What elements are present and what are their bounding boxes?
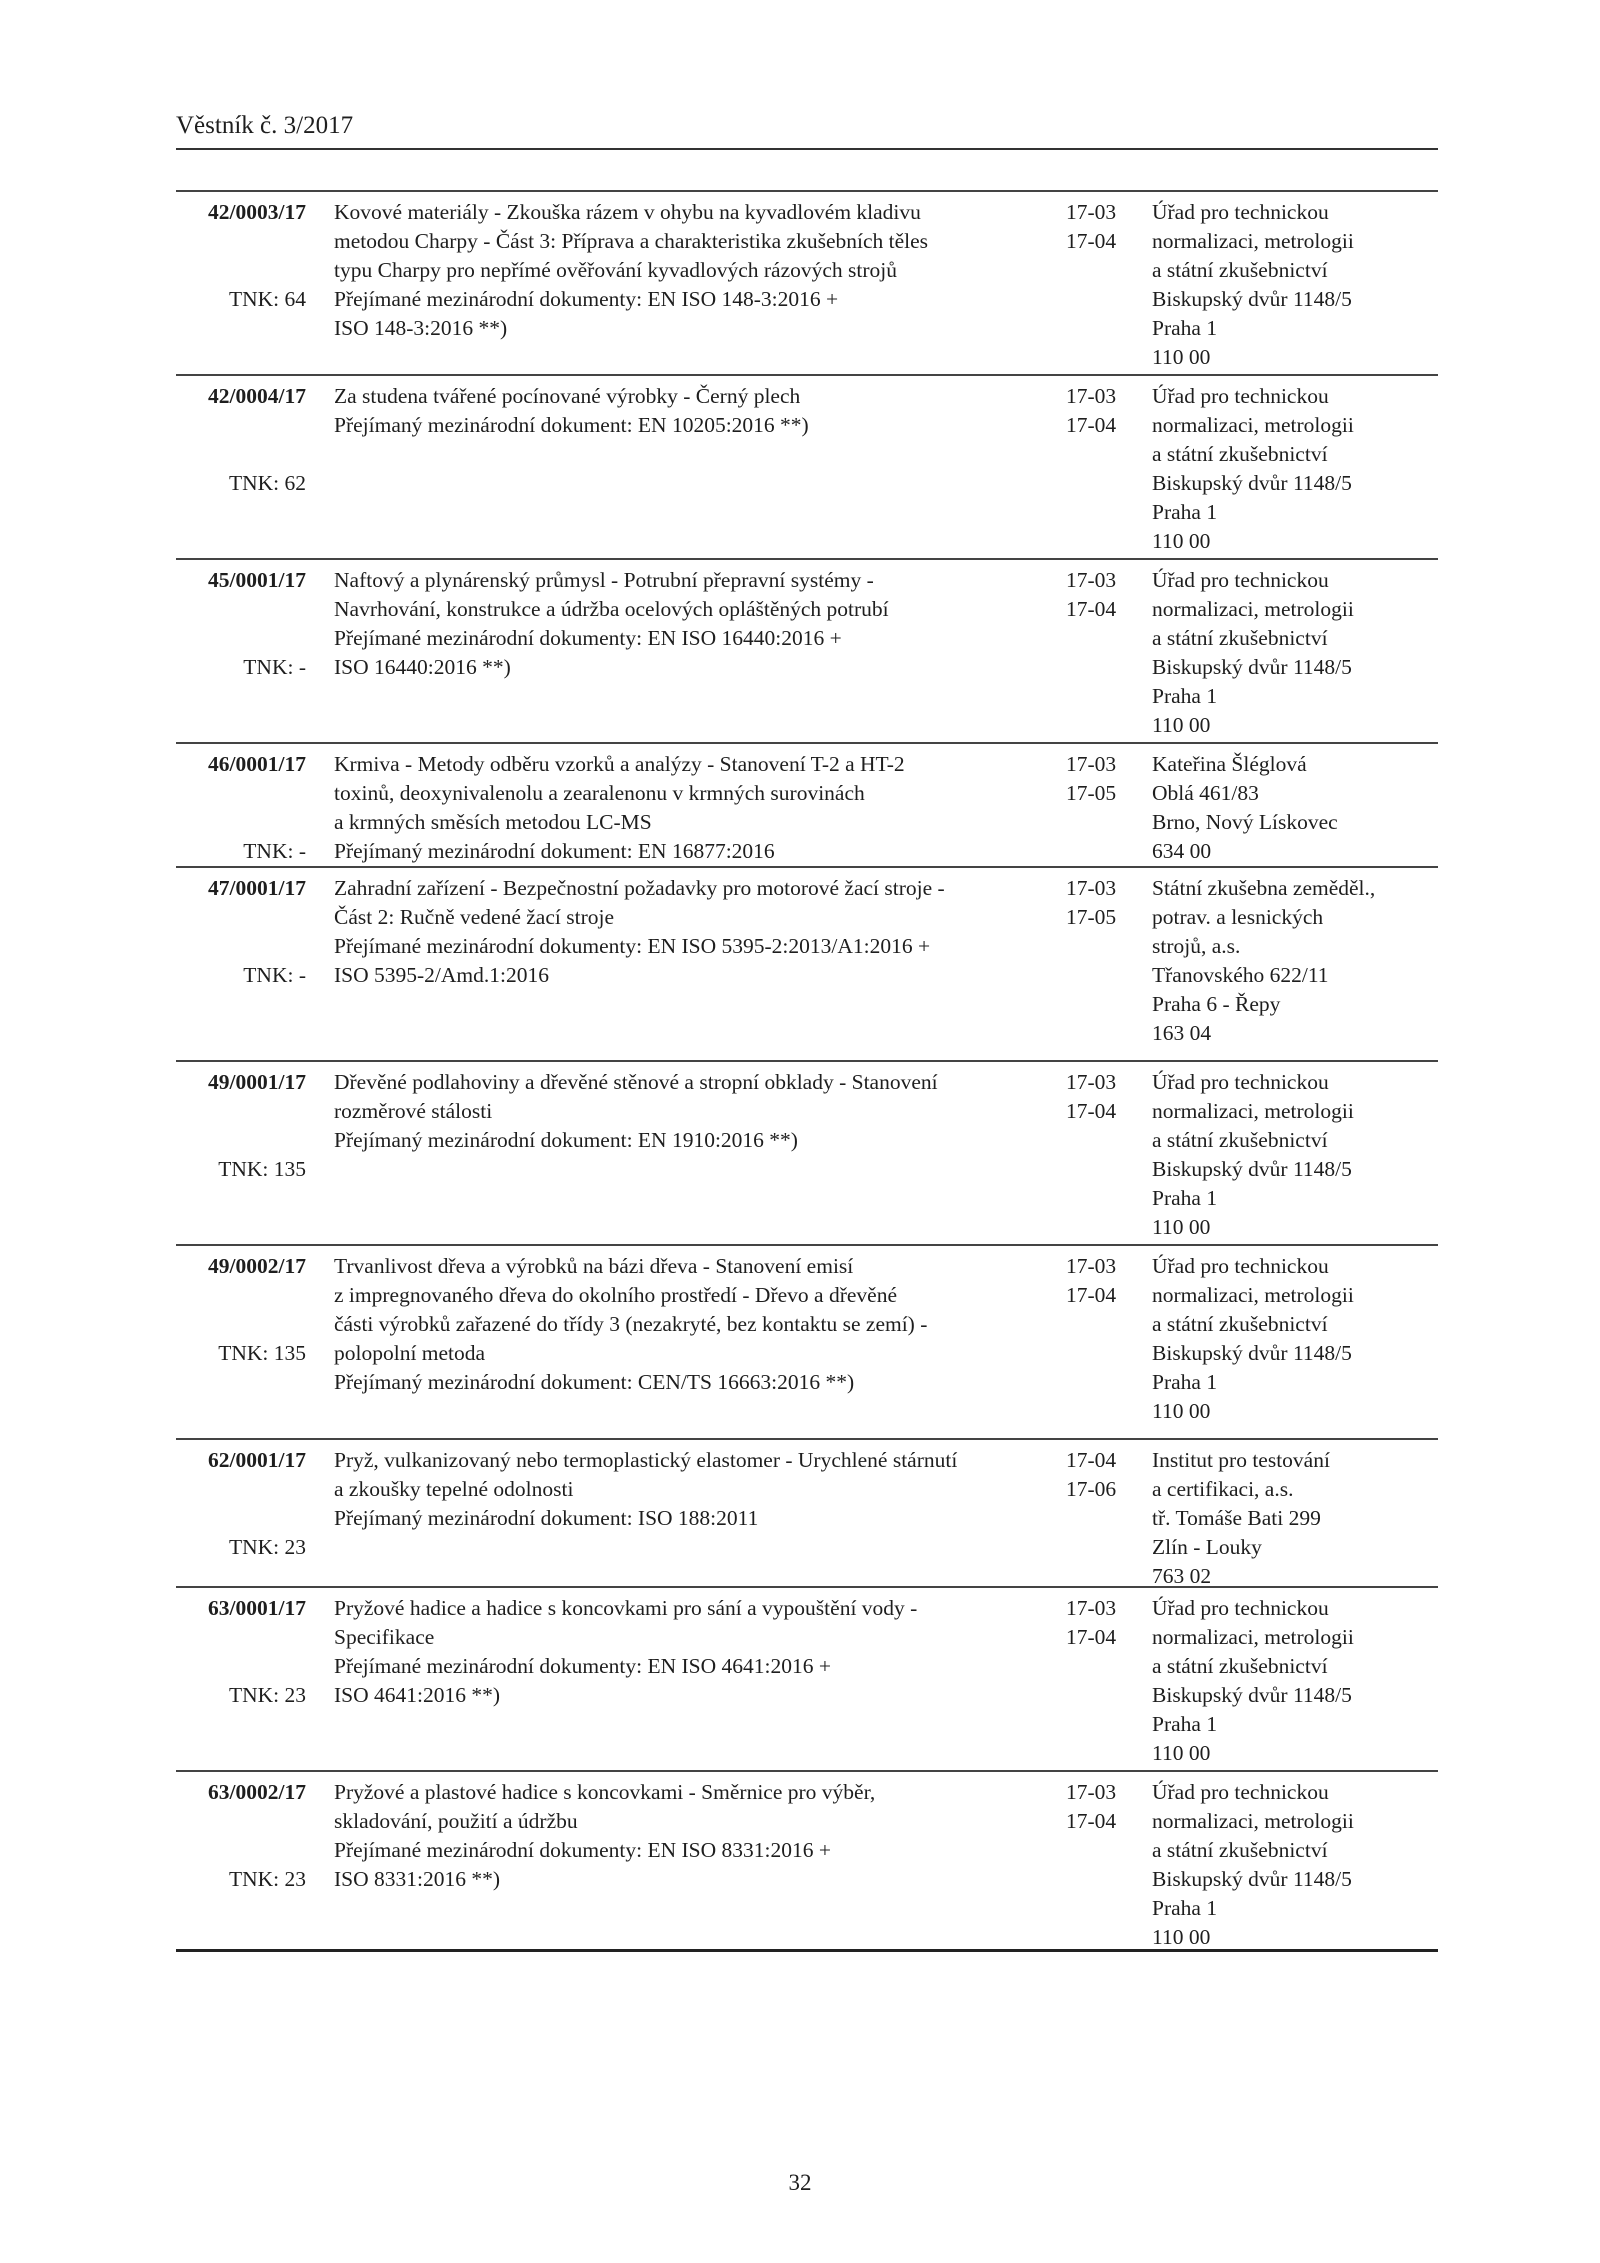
address-cell: [1152, 1778, 1452, 1952]
address-line: normalizaci, metrologii: [1152, 1625, 1354, 1649]
address-line: a státní zkušebnictví: [1152, 1312, 1328, 1336]
description-line: Specifikace: [334, 1625, 435, 1649]
date-line: 17-04: [1066, 1099, 1117, 1123]
description-line: Přejímaný mezinárodní dokument: EN 16877:2016: [334, 839, 775, 863]
description-line: Přejímaný mezinárodní dokument: EN 10205:2016 **): [334, 413, 809, 437]
date-line: 17-04: [1066, 1283, 1117, 1307]
address-line: Praha 1: [1152, 1186, 1218, 1210]
address-line: 110 00: [1152, 1215, 1211, 1239]
entry-number: 42/0004/17: [208, 384, 306, 408]
description-line: skladování, použití a údržbu: [334, 1809, 578, 1833]
date-line: 17-04: [1066, 1809, 1117, 1833]
date-line: 17-03: [1066, 1596, 1117, 1620]
entry-number: 45/0001/17: [208, 568, 306, 592]
date-line: 17-03: [1066, 752, 1117, 776]
address-line: Biskupský dvůr 1148/5: [1152, 655, 1352, 679]
table-row: [176, 868, 1438, 1062]
address-line: Úřad pro technickou: [1152, 568, 1329, 592]
address-line: Státní zkušebna zeměděl.,: [1152, 876, 1376, 900]
address-line: normalizaci, metrologii: [1152, 1099, 1354, 1123]
description-line: Dřevěné podlahoviny a dřevěné stěnové a stropní obklady - Stanovení: [334, 1070, 938, 1094]
address-line: a státní zkušebnictví: [1152, 442, 1328, 466]
description-line: Část 2: Ručně vedené žací stroje: [334, 905, 614, 929]
address-line: a státní zkušebnictví: [1152, 1838, 1328, 1862]
date-cell: [1066, 566, 1146, 624]
entry-number: 42/0003/17: [208, 200, 306, 224]
address-line: Úřad pro technickou: [1152, 1070, 1329, 1094]
address-line: 110 00: [1152, 1399, 1211, 1423]
entry-number-cell: [176, 566, 306, 679]
description-line: Přejímaný mezinárodní dokument: EN 1910:2016 **): [334, 1128, 798, 1152]
entry-number: 49/0002/17: [208, 1254, 306, 1278]
tnk-label: TNK: 23: [228, 1683, 306, 1707]
tnk-label: TNK: 135: [218, 1157, 306, 1181]
date-cell: [1066, 1068, 1146, 1126]
address-line: Praha 1: [1152, 684, 1218, 708]
description-line: a krmných směsích metodou LC-MS: [334, 810, 652, 834]
description-line: ISO 16440:2016 **): [334, 655, 511, 679]
address-line: potrav. a lesnických: [1152, 905, 1324, 929]
description-line: Naftový a plynárenský průmysl - Potrubní přepravní systémy -: [334, 568, 874, 592]
date-line: 17-03: [1066, 1070, 1117, 1094]
entry-number: 63/0001/17: [208, 1596, 306, 1620]
description-line: Pryžové a plastové hadice s koncovkami - Směrnice pro výběr,: [334, 1780, 876, 1804]
entry-number: 62/0001/17: [208, 1448, 306, 1472]
date-line: 17-04: [1066, 229, 1117, 253]
address-line: Biskupský dvůr 1148/5: [1152, 471, 1352, 495]
address-line: Praha 1: [1152, 1370, 1218, 1394]
address-cell: [1152, 1594, 1452, 1768]
address-line: Praha 1: [1152, 1896, 1218, 1920]
address-line: normalizaci, metrologii: [1152, 1809, 1354, 1833]
address-line: Úřad pro technickou: [1152, 1780, 1329, 1804]
date-line: 17-05: [1066, 905, 1117, 929]
address-line: Úřad pro technickou: [1152, 200, 1329, 224]
date-line: 17-04: [1066, 597, 1117, 621]
address-line: Praha 1: [1152, 316, 1218, 340]
entry-number-cell: [176, 1778, 306, 1891]
date-line: 17-03: [1066, 568, 1117, 592]
standards-table: [176, 190, 1438, 1952]
description-line: rozměrové stálosti: [334, 1099, 493, 1123]
address-line: Praha 1: [1152, 500, 1218, 524]
address-line: normalizaci, metrologii: [1152, 413, 1354, 437]
address-cell: [1152, 1446, 1452, 1591]
address-line: Biskupský dvůr 1148/5: [1152, 1157, 1352, 1181]
address-line: Biskupský dvůr 1148/5: [1152, 1683, 1352, 1707]
address-line: Biskupský dvůr 1148/5: [1152, 1867, 1352, 1891]
address-cell: [1152, 198, 1452, 372]
address-cell: [1152, 750, 1452, 866]
tnk-label: TNK: 23: [228, 1867, 306, 1891]
entry-number-cell: [176, 382, 306, 495]
table-row: [176, 744, 1438, 868]
description-line: Přejímané mezinárodní dokumenty: EN ISO 4641:2016 +: [334, 1654, 831, 1678]
date-cell: [1066, 198, 1146, 256]
table-row: [176, 560, 1438, 744]
address-line: Třanovského 622/11: [1152, 963, 1329, 987]
table-row: [176, 1440, 1438, 1588]
date-cell: [1066, 382, 1146, 440]
entry-number-cell: [176, 1068, 306, 1181]
description-line: ISO 8331:2016 **): [334, 1867, 501, 1891]
address-line: 110 00: [1152, 713, 1211, 737]
address-cell: [1152, 874, 1452, 1048]
description-line: ISO 148-3:2016 **): [334, 316, 508, 340]
address-line: Praha 6 - Řepy: [1152, 992, 1281, 1016]
description-line: Trvanlivost dřeva a výrobků na bázi dřeva - Stanovení emisí: [334, 1254, 854, 1278]
entry-number: 63/0002/17: [208, 1780, 306, 1804]
table-row: [176, 1772, 1438, 1952]
date-cell: [1066, 750, 1146, 808]
tnk-label: TNK: -: [243, 963, 306, 987]
address-line: a certifikaci, a.s.: [1152, 1477, 1294, 1501]
address-line: a státní zkušebnictví: [1152, 626, 1328, 650]
date-cell: [1066, 874, 1146, 932]
description-line: ISO 4641:2016 **): [334, 1683, 501, 1707]
date-cell: [1066, 1446, 1146, 1504]
entry-number: 46/0001/17: [208, 752, 306, 776]
description-line: Za studena tvářené pocínované výrobky - Černý plech: [334, 384, 801, 408]
address-line: Biskupský dvůr 1148/5: [1152, 287, 1352, 311]
entry-number-cell: [176, 1446, 306, 1559]
address-cell: [1152, 1252, 1452, 1426]
date-line: 17-04: [1066, 1625, 1117, 1649]
table-row: [176, 376, 1438, 560]
date-cell: [1066, 1594, 1146, 1652]
description-line: metodou Charpy - Část 3: Příprava a charakteristika zkušebních těles: [334, 229, 929, 253]
address-line: 110 00: [1152, 1925, 1211, 1949]
address-line: a státní zkušebnictví: [1152, 1128, 1328, 1152]
address-line: Úřad pro technickou: [1152, 384, 1329, 408]
description-line: Přejímané mezinárodní dokumenty: EN ISO 16440:2016 +: [334, 626, 842, 650]
date-line: 17-03: [1066, 1780, 1117, 1804]
header-divider: [176, 148, 1438, 150]
description-line: Zahradní zařízení - Bezpečnostní požadavky pro motorové žací stroje -: [334, 876, 945, 900]
description-line: z impregnovaného dřeva do okolního prostředí - Dřevo a dřevěné: [334, 1283, 897, 1307]
description-line: Navrhování, konstrukce a údržba ocelových opláštěných potrubí: [334, 597, 889, 621]
tnk-label: TNK: 62: [228, 471, 306, 495]
description-line: Pryž, vulkanizovaný nebo termoplastický elastomer - Urychlené stárnutí: [334, 1448, 958, 1472]
description-line: polopolní metoda: [334, 1341, 486, 1365]
date-line: 17-03: [1066, 876, 1117, 900]
address-line: a státní zkušebnictví: [1152, 1654, 1328, 1678]
description-line: typu Charpy pro nepřímé ověřování kyvadlových rázových strojů: [334, 258, 898, 282]
table-row: [176, 1246, 1438, 1440]
address-line: Úřad pro technickou: [1152, 1254, 1329, 1278]
date-line: 17-04: [1066, 413, 1117, 437]
description-line: Přejímaný mezinárodní dokument: CEN/TS 16663:2016 **): [334, 1370, 855, 1394]
address-line: normalizaci, metrologii: [1152, 229, 1354, 253]
description-line: Přejímané mezinárodní dokumenty: EN ISO 8331:2016 +: [334, 1838, 831, 1862]
date-line: 17-03: [1066, 200, 1117, 224]
table-row: [176, 192, 1438, 376]
address-line: a státní zkušebnictví: [1152, 258, 1328, 282]
address-line: 110 00: [1152, 529, 1211, 553]
address-line: strojů, a.s.: [1152, 934, 1241, 958]
address-line: Kateřina Šléglová: [1152, 752, 1307, 776]
description-line: Přejímaný mezinárodní dokument: ISO 188:2011: [334, 1506, 759, 1530]
entry-number-cell: [176, 198, 306, 311]
address-line: 763 02: [1152, 1564, 1212, 1588]
tnk-label: TNK: 64: [228, 287, 306, 311]
description-line: Krmiva - Metody odběru vzorků a analýzy - Stanovení T-2 a HT-2: [334, 752, 905, 776]
description-line: Přejímané mezinárodní dokumenty: EN ISO 5395-2:2013/A1:2016 +: [334, 934, 931, 958]
tnk-label: TNK: -: [243, 839, 306, 863]
description-line: Pryžové hadice a hadice s koncovkami pro sání a vypouštění vody -: [334, 1596, 918, 1620]
entry-number-cell: [176, 874, 306, 987]
description-line: ISO 5395-2/Amd.1:2016: [334, 963, 549, 987]
address-line: Brno, Nový Lískovec: [1152, 810, 1338, 834]
tnk-label: TNK: -: [243, 655, 306, 679]
address-cell: [1152, 1068, 1452, 1242]
date-cell: [1066, 1252, 1146, 1310]
description-line: a zkoušky tepelné odolnosti: [334, 1477, 574, 1501]
address-line: Zlín - Louky: [1152, 1535, 1262, 1559]
date-line: 17-03: [1066, 1254, 1117, 1278]
address-line: Oblá 461/83: [1152, 781, 1259, 805]
description-line: toxinů, deoxynivalenolu a zearalenonu v krmných surovinách: [334, 781, 865, 805]
address-line: Úřad pro technickou: [1152, 1596, 1329, 1620]
entry-number-cell: [176, 1594, 306, 1707]
address-line: tř. Tomáše Bati 299: [1152, 1506, 1321, 1530]
tnk-label: TNK: 23: [228, 1535, 306, 1559]
address-line: normalizaci, metrologii: [1152, 597, 1354, 621]
address-line: 163 04: [1152, 1021, 1212, 1045]
address-line: normalizaci, metrologii: [1152, 1283, 1354, 1307]
table-row: [176, 1588, 1438, 1772]
description-line: Přejímané mezinárodní dokumenty: EN ISO 148-3:2016 +: [334, 287, 839, 311]
date-line: 17-06: [1066, 1477, 1117, 1501]
description-line: Kovové materiály - Zkouška rázem v ohybu na kyvadlovém kladivu: [334, 200, 921, 224]
address-line: Biskupský dvůr 1148/5: [1152, 1341, 1352, 1365]
address-line: 110 00: [1152, 345, 1211, 369]
table-row: [176, 1062, 1438, 1246]
date-line: 17-04: [1066, 1448, 1117, 1472]
address-line: Institut pro testování: [1152, 1448, 1330, 1472]
address-cell: [1152, 566, 1452, 740]
date-cell: [1066, 1778, 1146, 1836]
date-line: 17-03: [1066, 384, 1117, 408]
address-line: 110 00: [1152, 1741, 1211, 1765]
description-line: části výrobků zařazené do třídy 3 (nezakryté, bez kontaktu se zemí) -: [334, 1312, 928, 1336]
address-line: Praha 1: [1152, 1712, 1218, 1736]
entry-number-cell: [176, 750, 306, 863]
entry-number: 47/0001/17: [208, 876, 306, 900]
tnk-label: TNK: 135: [218, 1341, 306, 1365]
entry-number-cell: [176, 1252, 306, 1365]
address-line: 634 00: [1152, 839, 1212, 863]
page-header-title: Věstník č. 3/2017: [176, 112, 354, 139]
page-number: 32: [788, 2170, 812, 2195]
date-line: 17-05: [1066, 781, 1117, 805]
address-cell: [1152, 382, 1452, 556]
entry-number: 49/0001/17: [208, 1070, 306, 1094]
